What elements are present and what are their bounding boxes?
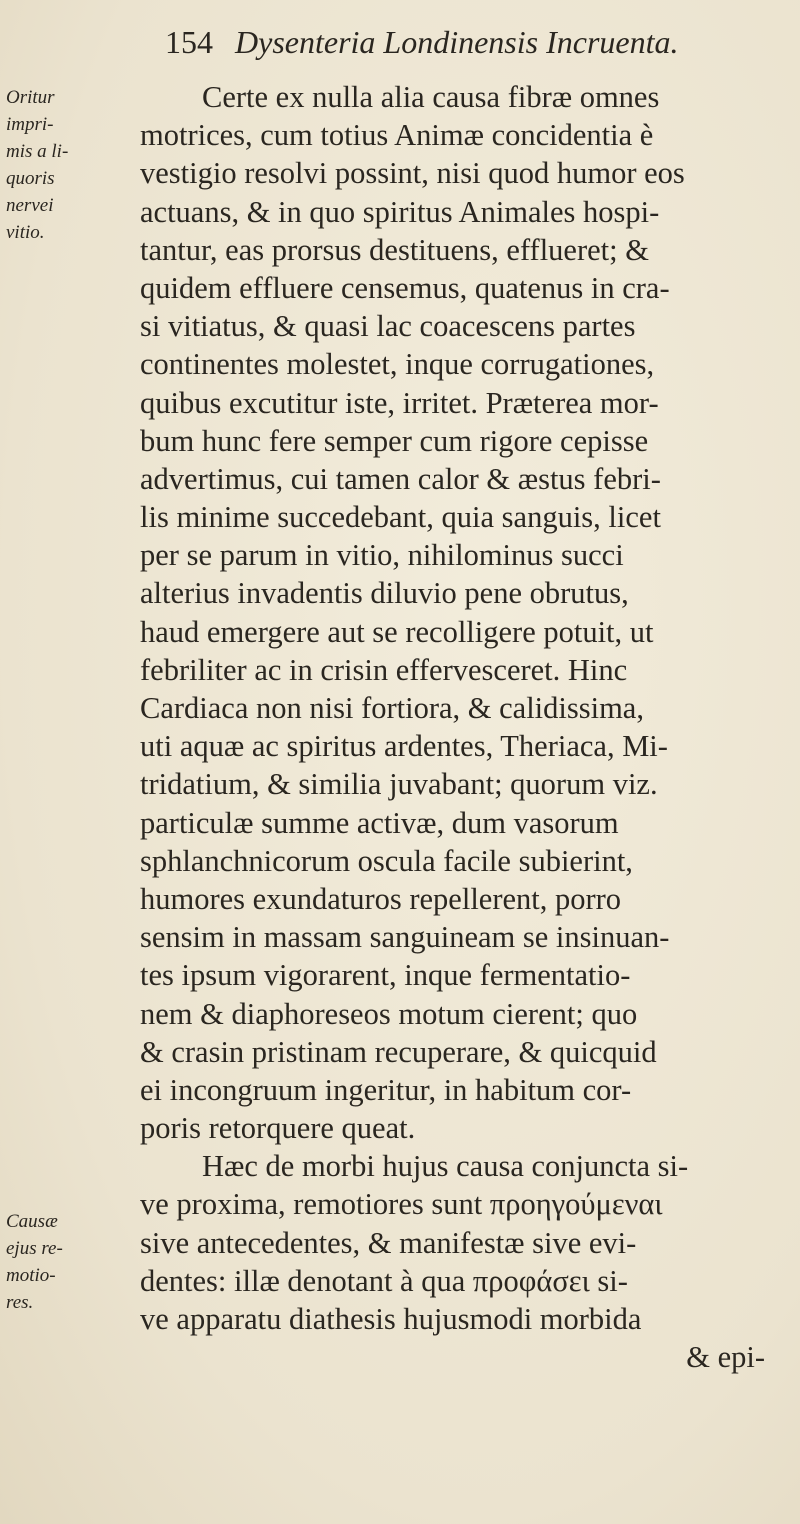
margin-note-line: quoris [6,168,55,189]
text-line: haud emergere aut se recolligere potuit, ut [140,614,654,649]
text-line: si vitiatus, & quasi lac coacescens partes [140,309,636,344]
text-line: bum hunc fere semper cum rigore cepisse [140,423,649,458]
text-line: advertimus, cui tamen calor & æstus febri- [140,461,661,496]
margin-note-line: ejus re- [6,1238,63,1259]
text-line: tes ipsum vigorarent, inque fermentatio- [140,958,631,993]
body-text [140,78,785,1376]
text-line: per se parum in vitio, nihilominus succi [140,538,624,573]
text-line: humores exundaturos repellerent, porro [140,881,622,916]
running-title: Dysenteria Londinensis Incruenta. [235,24,679,60]
text-line: poris retorquere queat. [140,1111,416,1146]
text-line: uti aquæ ac spiritus ardentes, Theriaca, Mi- [140,729,668,764]
margin-note-line: motio- [6,1265,56,1286]
text-line: dentes: illæ denotant à qua προφάσει si- [140,1263,628,1298]
text-line: tantur, eas prorsus destituens, efflueret; & [140,232,649,267]
page-number: 154 [165,24,213,60]
text-line: quidem effluere censemus, quatenus in cra- [140,270,670,305]
text-line: Cardiaca non nisi fortiora, & calidissima, [140,691,644,725]
text-line: tridatium, & similia juvabant; quorum viz. [140,767,658,802]
margin-note-line: res. [6,1292,34,1313]
text-line: lis minime succedebant, quia sanguis, licet [140,500,661,535]
page-header [165,22,785,62]
margin-note-line: mis a li- [6,141,69,162]
catchword: & epi- [686,1340,765,1375]
text-line: alterius invadentis diluvio pene obrutus, [140,576,629,611]
text-line: continentes molestet, inque corrugationes, [140,347,655,382]
text-line: ve proxima, remotiores sunt προηγούμεναι [140,1187,663,1222]
text-line: Certe ex nulla alia causa fibræ omnes [202,80,660,114]
margin-note-line: Oritur [6,87,55,108]
margin-note-causes [6,1208,126,1316]
text-line: ve apparatu diathesis hujusmodi morbida [140,1302,642,1336]
text-line: ei incongruum ingeritur, in habitum cor- [140,1072,632,1107]
text-line: quibus excutitur iste, irritet. Præterea mor- [140,385,659,420]
text-line: vestigio resolvi possint, nisi quod humor eos [140,156,685,191]
text-line: sive antecedentes, & manifestæ sive evi- [140,1225,637,1260]
text-line: sphlanchnicorum oscula facile subierint, [140,843,633,878]
margin-note-line: Causæ [6,1211,58,1232]
margin-note-line: vitio. [6,222,45,243]
text-line: febriliter ac in crisin effervesceret. Hinc [140,652,628,687]
text-line: actuans, & in quo spiritus Animales hospi- [140,194,660,229]
text-line: & crasin pristinam recuperare, & quicquid [140,1034,657,1069]
text-line: particulæ summe activæ, dum vasorum [140,805,619,840]
margin-note-line: impri- [6,114,54,135]
text-line: motrices, cum totius Animæ concidentia è [140,118,654,153]
text-line: Hæc de morbi hujus causa conjuncta si- [202,1149,689,1184]
text-line: sensim in massam sanguineam se insinuan- [140,920,670,955]
text-line: nem & diaphoreseos motum cierent; quo [140,996,638,1031]
margin-note-line: nervei [6,195,54,216]
margin-note-origin [6,84,126,246]
